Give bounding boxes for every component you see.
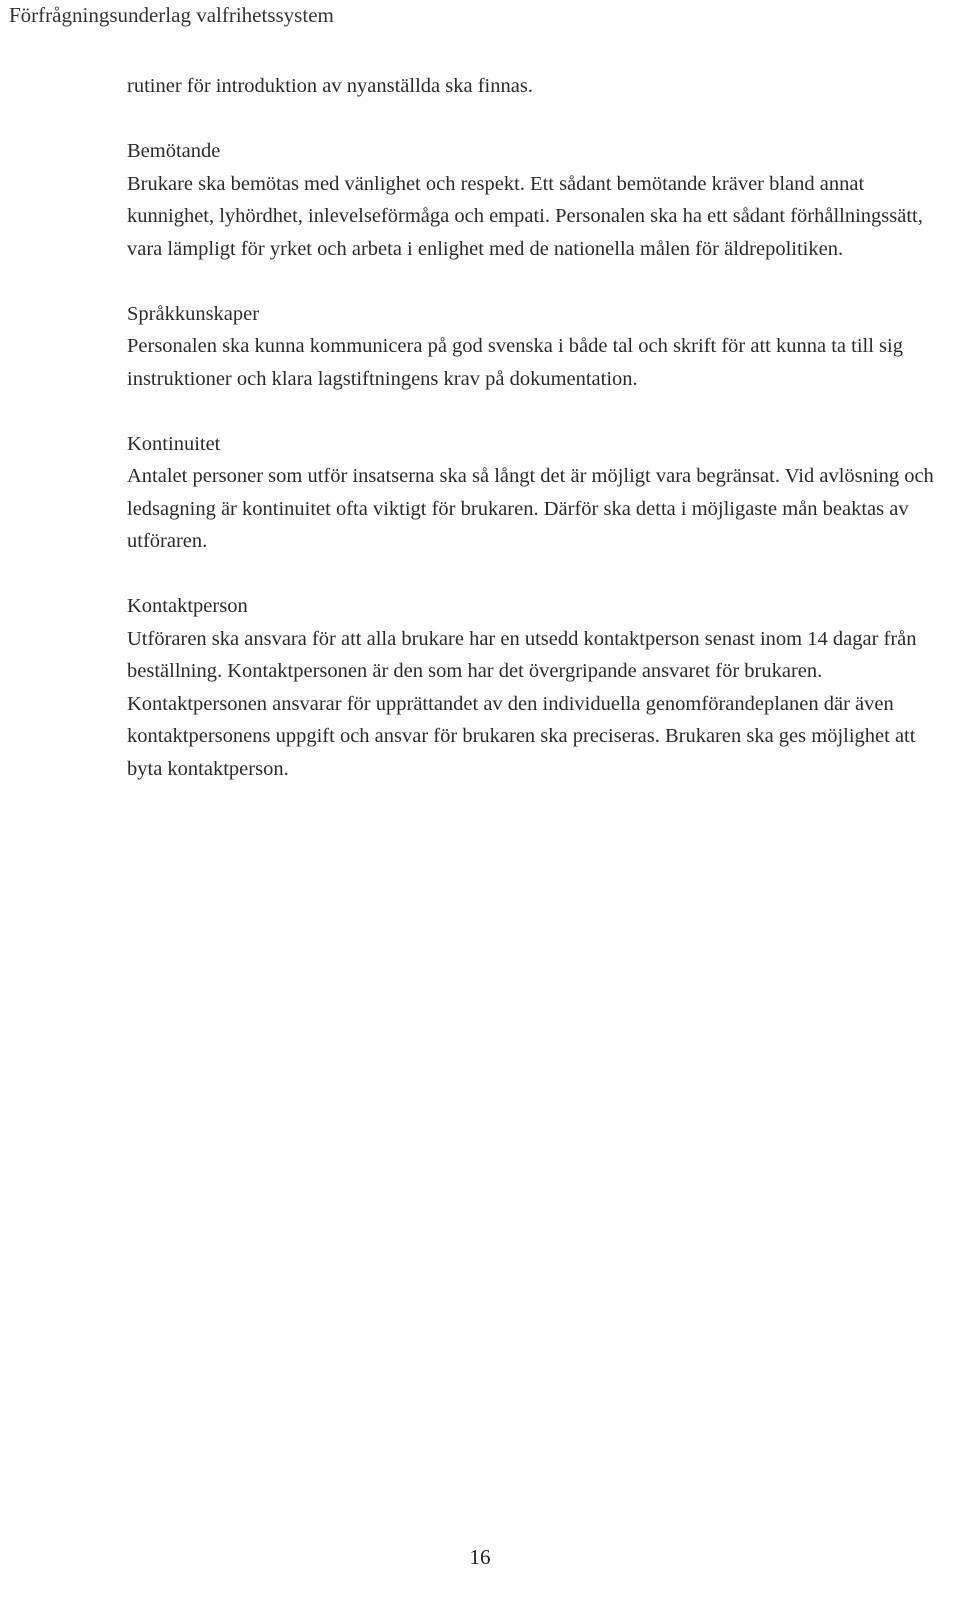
section-heading-kontaktperson: Kontaktperson (127, 595, 248, 617)
intro-paragraph: rutiner för introduktion av nyanställda ska finnas. (127, 75, 533, 97)
document-header-title: Förfrågningsunderlag valfrihetssystem (9, 3, 334, 27)
section-text-kontaktperson: Utföraren ska ansvara för att alla brukare har en utsedd kontaktperson senast inom 14 dagar från beställning. Kontaktpersonen är den som har det övergripande ansvaret för brukaren. Kontaktpersonen ansvarar för upprättandet av den individuella genomförandeplanen där även kontaktpersonens uppgift och ansvar för brukaren ska preciseras. Brukaren ska ges möjlighet att byta kontaktperson. (127, 627, 917, 780)
section-heading-bemotande: Bemötande (127, 140, 221, 162)
section-text-sprakkunskaper: Personalen ska kunna kommunicera på god svenska i både tal och skrift för att kunna ta till sig instruktioner och klara lagstiftningens krav på dokumentation. (127, 335, 903, 390)
section-heading-kontinuitet: Kontinuitet (127, 432, 221, 455)
section-text-kontinuitet: Antalet personer som utför insatserna ska så långt det är möjligt vara begränsat. Vid avlösning och ledsagning är kontinuitet ofta viktigt för brukaren. Därför ska detta i möjligaste mån beaktas av utföraren. (127, 465, 934, 552)
document-body (127, 70, 942, 785)
page-number: 16 (469, 1545, 491, 1569)
section-heading-sprakkunskaper: Språkkunskaper (127, 302, 260, 325)
section-text-bemotande: Brukare ska bemötas med vänlighet och respekt. Ett sådant bemötande kräver bland annat kunnighet, lyhördhet, inlevelseförmåga och empati. Personalen ska ha ett sådant förhållningssätt, vara lämpligt för yrket och arbeta i enlighet med de nationella målen för äldrepolitiken. (127, 172, 923, 260)
